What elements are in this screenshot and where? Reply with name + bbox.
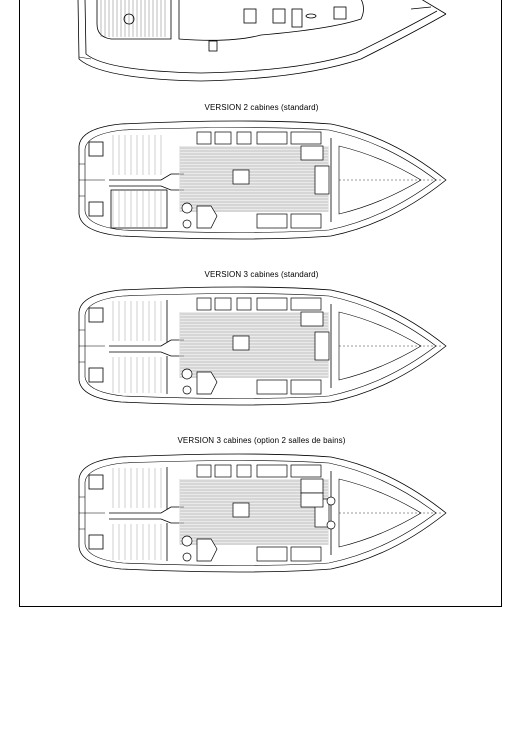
forward-head [301,493,323,507]
galley-sink [237,132,251,144]
galley-sink [237,298,251,310]
settee [257,214,287,228]
stern-locker [89,142,103,156]
hull-plan-v3-standard [1,282,521,412]
stern-locker [89,535,103,549]
toilet-icon [182,203,192,213]
galley-stove [215,132,231,144]
basin-icon [183,386,191,394]
settee [257,547,287,561]
cockpit-locker [111,190,167,228]
stern-locker [89,308,103,322]
galley-unit [197,465,211,477]
stern-locker [89,368,103,382]
forward-basin-icon [327,521,335,529]
cabinet [301,146,323,160]
forward-toilet-icon [327,497,335,505]
toilet-icon [182,536,192,546]
galley-counter [257,298,287,310]
galley-sink [237,465,251,477]
plan-caption: VERSION 2 cabines (standard) [204,103,319,112]
settee [291,380,321,394]
galley-counter [257,132,287,144]
stern-locker [89,475,103,489]
hull-plan-v2-standard [1,116,521,246]
saloon-table [233,503,249,517]
settee [291,547,321,561]
settee [257,380,287,394]
mast-step [315,332,329,360]
galley-unit [197,298,211,310]
hull-plan-v3-option [1,449,521,579]
basin-icon [183,553,191,561]
galley-stove [215,298,231,310]
toilet-icon [182,369,192,379]
nav-station [291,465,321,477]
settee [291,214,321,228]
stern-locker [89,202,103,216]
nav-station [291,132,321,144]
deck-plan [1,0,521,89]
galley-counter [257,465,287,477]
galley-unit [197,132,211,144]
nav-station [291,298,321,310]
basin-icon [183,220,191,228]
saloon-table [233,336,249,350]
galley-stove [215,465,231,477]
drawing-frame [19,0,502,607]
cabinet [301,312,323,326]
plan-caption: VERSION 3 cabines (option 2 salles de bains) [177,436,346,445]
saloon-table [233,170,249,184]
plan-caption: VERSION 3 cabines (standard) [204,270,319,279]
mast-step [315,166,329,194]
cabinet [301,479,323,493]
